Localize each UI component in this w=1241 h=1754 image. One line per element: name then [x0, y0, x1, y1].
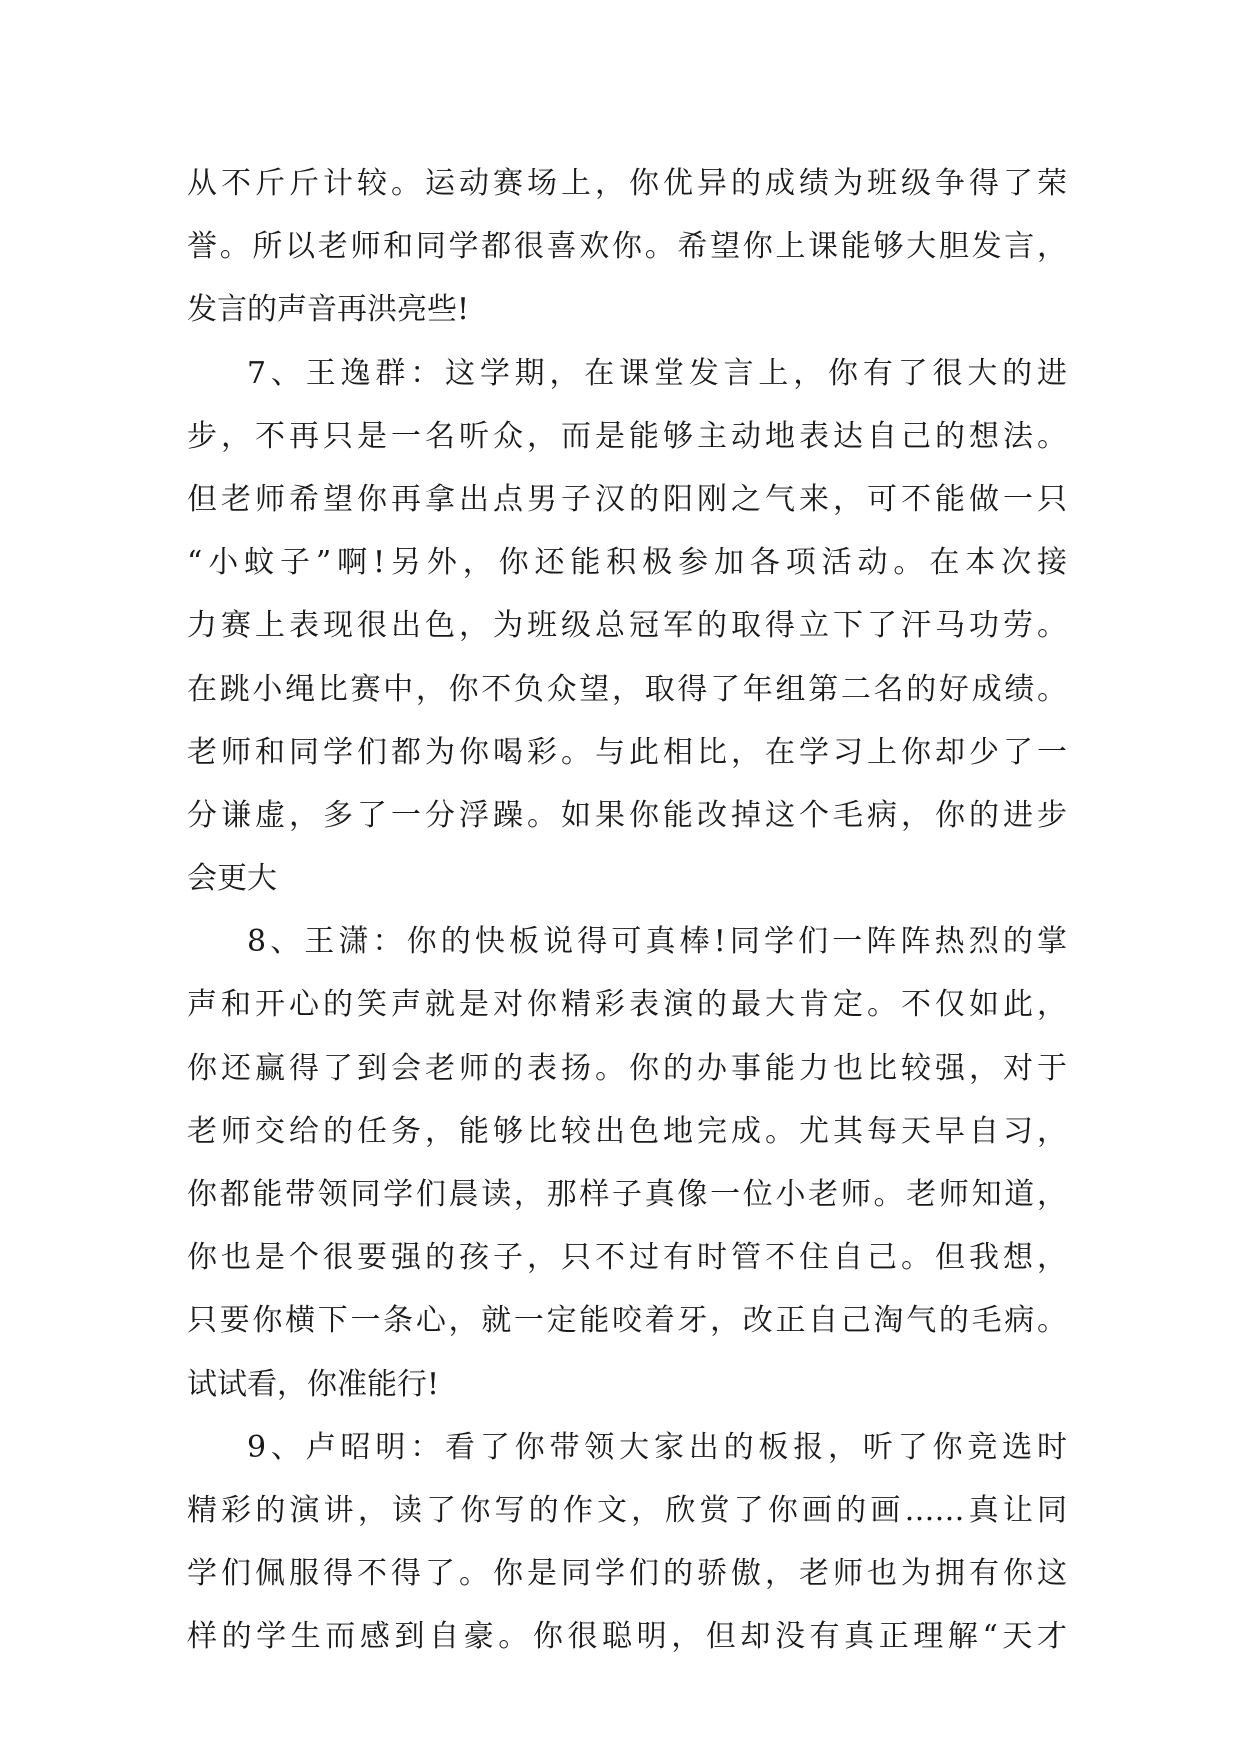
text-line: 你也是个很要强的孩子，只不过有时管不住自己。但我想，: [187, 1240, 1067, 1276]
text-line: “小蚊子”啊!另外，你还能积极参加各项活动。在本次接: [187, 545, 1067, 581]
text-line: 样的学生而感到自豪。你很聪明，但却没有真正理解“天才: [187, 1619, 1067, 1655]
text-line: 会更大: [187, 861, 277, 897]
text-line: 誉。所以老师和同学都很喜欢你。希望你上课能够大胆发言，: [187, 229, 1067, 265]
text-line: 声和开心的笑声就是对你精彩表演的最大肯定。不仅如此，: [187, 987, 1067, 1023]
text-line: 但老师希望你再拿出点男子汉的阳刚之气来，可不能做一只: [187, 481, 1067, 517]
text-line: 发言的声音再洪亮些!: [187, 292, 470, 328]
document-body: [187, 152, 1067, 1669]
text-line: 力赛上表现很出色，为班级总冠军的取得立下了汗马功劳。: [187, 608, 1067, 644]
text-line: 试试看，你准能行!: [187, 1366, 440, 1402]
text-line: 老师和同学们都为你喝彩。与此相比，在学习上你却少了一: [187, 734, 1067, 770]
text-line: 你都能带领同学们晨读，那样子真像一位小老师。老师知道，: [187, 1177, 1067, 1212]
text-line: 老师交给的任务，能够比较出色地完成。尤其每天早自习，: [187, 1113, 1067, 1149]
text-line: 只要你横下一条心，就一定能咬着牙，改正自己淘气的毛病。: [187, 1303, 1067, 1339]
text-line: 在跳小绳比赛中，你不负众望，取得了年组第二名的好成绩。: [187, 671, 1067, 707]
paragraph-first-line: 7、王逸群：这学期，在课堂发言上，你有了很大的进: [247, 355, 1067, 391]
text-line: 分谦虚，多了一分浮躁。如果你能改掉这个毛病，你的进步: [187, 797, 1067, 833]
text-line: 学们佩服得不得了。你是同学们的骄傲，老师也为拥有你这: [187, 1556, 1067, 1592]
text-line: 从不斤斤计较。运动赛场上，你优异的成绩为班级争得了荣: [187, 166, 1067, 201]
paragraph-first-line: 8、王潇：你的快板说得可真棒!同学们一阵阵热烈的掌: [247, 924, 1067, 960]
text-line: 精彩的演讲，读了你写的作文，欣赏了你画的画……真让同: [187, 1492, 1067, 1528]
paragraph-first-line: 9、卢昭明：看了你带领大家出的板报，听了你竞选时: [247, 1429, 1067, 1465]
text-line: 步，不再只是一名听众，而是能够主动地表达自己的想法。: [187, 418, 1067, 454]
text-line: 你还赢得了到会老师的表扬。你的办事能力也比较强，对于: [187, 1050, 1067, 1086]
